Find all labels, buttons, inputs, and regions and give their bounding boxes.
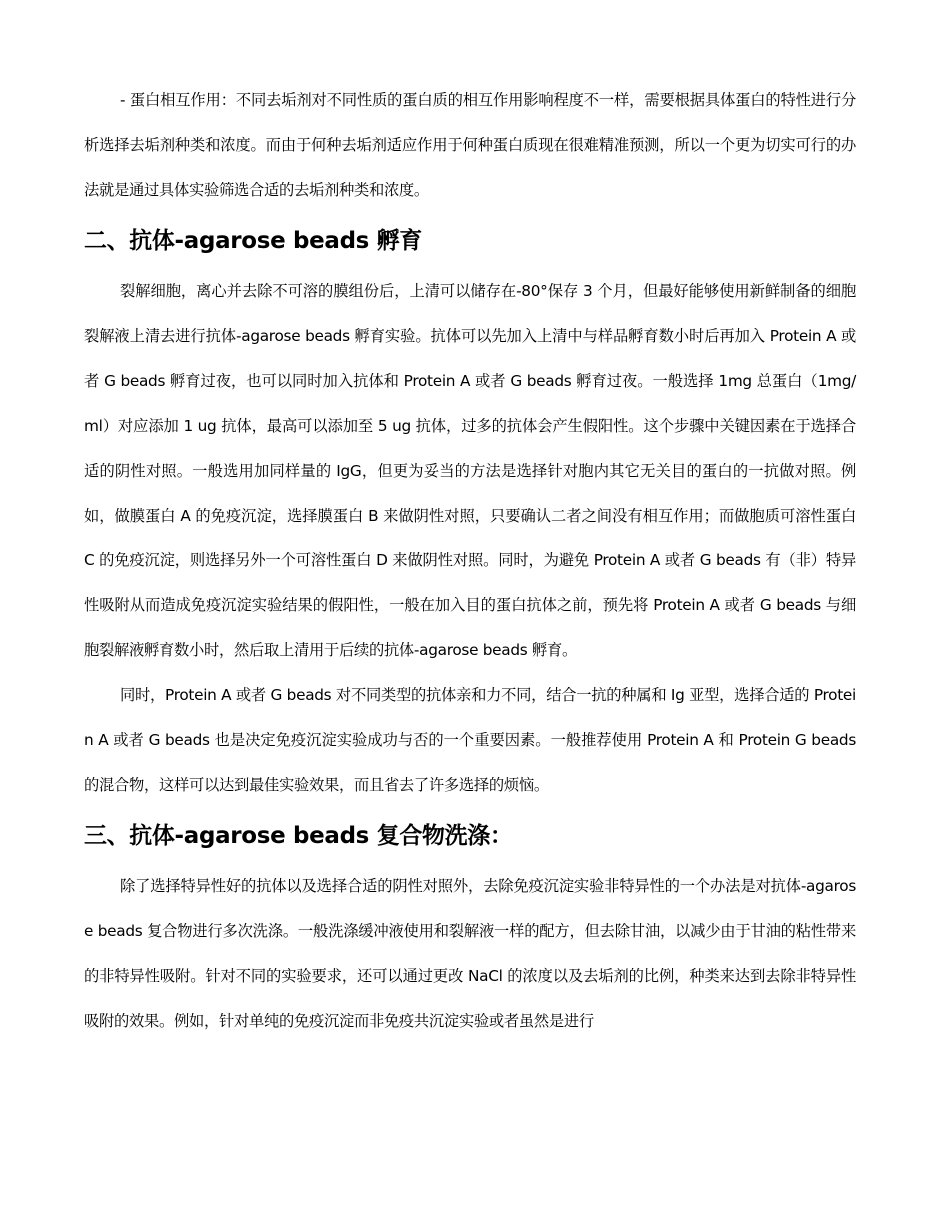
paragraph-washing-procedure: 除了选择特异性好的抗体以及选择合适的阴性对照外，去除免疫沉淀实验非特异性的一个办法是对抗体-agarose beads 复合物进行多次洗涤。一般洗涤缓冲液使用和裂解液一样的配方，但去除甘油，以减少由于甘油的粘性带来的非特异性吸附。针对不同的实验要求，还可以通过更改 NaCl 的浓度以及去垢剂的比例，种类来达到去除非特异性吸附的效果。例如，针对单纯的免疫沉淀而非免疫共沉淀实验或者虽然是进行 [84,877,856,1030]
paragraph-protein-interaction: - 蛋白相互作用：不同去垢剂对不同性质的蛋白质的相互作用影响程度不一样，需要根据具体蛋白的特性进行分析选择去垢剂种类和浓度。而由于何种去垢剂适应作用于何种蛋白质现在很难精准预测，所以一个更为切实可行的办法就是通过具体实验筛选合适的去垢剂种类和浓度。 [84,91,856,199]
section-heading-antibody-incubation: 二、抗体-agarose beads 孵育 [84,227,422,254]
document-page [84,78,856,1044]
paragraph-incubation-procedure: 裂解细胞，离心并去除不可溶的膜组份后，上清可以储存在-80°保存 3 个月，但最好能够使用新鲜制备的细胞裂解液上清去进行抗体-agarose beads 孵育实验。抗体可以先加入上清中与样品孵育数小时后再加入 Protein A 或者 G beads 孵育过夜，也可以同时加入抗体和 Protein A 或者 G beads 孵育过夜。一般选择 1mg 总蛋白（1mg/ml）对应添加 1 ug 抗体，最高可以添加至 5 ug 抗体，过多的抗体会产生假阳性。这个步骤中关键因素在于选择合适的阴性对照。一般选用加同样量的 IgG，但更为妥当的方法是选择针对胞内其它无关目的蛋白的一抗做对照。例如，做膜蛋白 A 的免疫沉淀，选择膜蛋白 B 来做阴性对照，只要确认二者之间没有相互作用；而做胞质可溶性蛋白 C 的免疫沉淀，则选择另外一个可溶性蛋白 D 来做阴性对照。同时，为避免 Protein A 或者 G beads 有（非）特异性吸附从而造成免疫沉淀实验结果的假阳性，一般在加入目的蛋白抗体之前，预先将 Protein A 或者 G beads 与细胞裂解液孵育数小时，然后取上清用于后续的抗体-agarose beads 孵育。 [84,282,856,660]
paragraph-protein-ag-beads: 同时，Protein A 或者 G beads 对不同类型的抗体亲和力不同，结合一抗的种属和 Ig 亚型，选择合适的 Protein A 或者 G beads 也是决定免疫沉淀实验成功与否的一个重要因素。一般推荐使用 Protein A 和 Protein G beads 的混合物，这样可以达到最佳实验效果，而且省去了许多选择的烦恼。 [84,685,856,794]
section-heading-complex-washing: 三、抗体-agarose beads 复合物洗涤： [84,822,513,849]
